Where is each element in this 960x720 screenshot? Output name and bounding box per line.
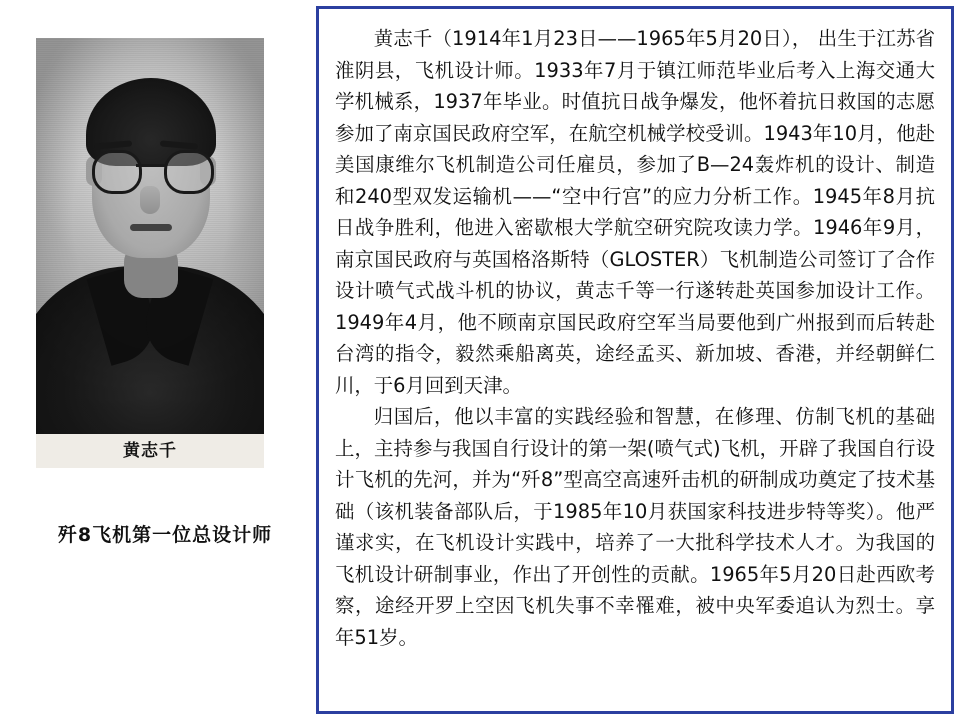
left-column bbox=[0, 0, 312, 720]
biography-paragraph-1: 黄志千（1914年1月23日——1965年5月20日）， 出生于江苏省淮阴县，飞机设计师。1933年7月于镇江师范毕业后考入上海交通大学机械系，1937年毕业。时值抗日战争爆发，他怀着抗日救国的志愿参加了南京国民政府空军，在航空机械学校受训。1943年10月，他赴美国康维尔飞机制造公司任雇员，参加了B—24轰炸机的设计、制造和240型双发运输机——“空中行宫”的应力分析工作。1945年8月抗日战争胜利，他进入密歇根大学航空研究院攻读力学。1946年9月，南京国民政府与英国格洛斯特（GLOSTER）飞机制造公司签订了合作设计喷气式战斗机的协议，黄志千等一行遂转赴英国参加设计工作。1949年4月，他不顾南京国民政府空军当局要他到广州报到而后转赴台湾的指令，毅然乘船离英，途经孟买、新加坡、香港，并经朝鲜仁川，于6月回到天津。 bbox=[335, 27, 935, 397]
portrait-frame bbox=[36, 38, 264, 468]
biography-panel bbox=[316, 6, 954, 714]
portrait-caption: 黄志千 bbox=[36, 434, 264, 468]
page-title: 歼8飞机第一位总设计师 bbox=[57, 524, 273, 546]
photo-vignette bbox=[36, 38, 264, 434]
biography-paragraph-2: 归国后，他以丰富的实践经验和智慧，在修理、仿制飞机的基础上，主持参与我国自行设计的第一架(喷气式)飞机，开辟了我国自行设计飞机的先河，并为“歼8”型高空高速歼击机的研制成功奠定了技术基础（该机装备部队后，于1985年10月获国家科技进步特等奖）。他严谨求实，在飞机设计实践中，培养了一大批科学技术人才。为我国的飞机设计研制事业，作出了开创性的贡献。1965年5月20日赴西欧考察，途经开罗上空因飞机失事不幸罹难，被中央军委追认为烈士。享年51岁。 bbox=[335, 405, 935, 649]
portrait-photo bbox=[36, 38, 264, 434]
